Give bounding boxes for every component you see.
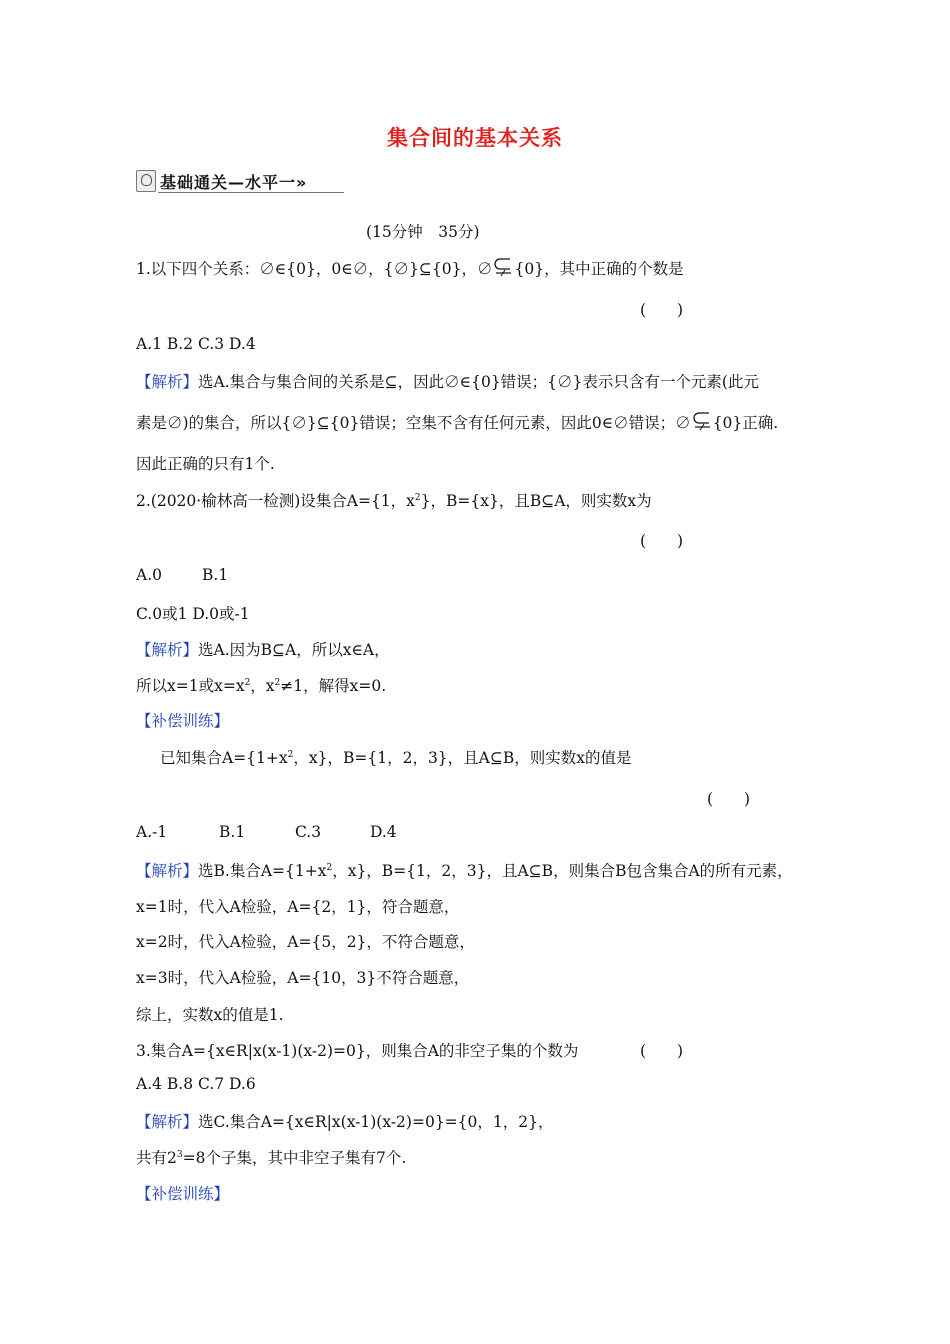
comp1-option-b: B.1 xyxy=(219,823,246,841)
comp1-answer-blank: ( ) xyxy=(707,790,751,808)
comp1-stem xyxy=(160,746,631,768)
q2-option-a: A.0 xyxy=(136,566,162,584)
q3-answer-blank: ( ) xyxy=(640,1042,684,1060)
q1-answer-blank: ( ) xyxy=(640,301,684,319)
section-underline xyxy=(158,192,344,193)
section-heading: 基础通关—水平一» xyxy=(160,173,308,192)
comp1-analysis-line3: x=2时，代入A检验，A={5，2}，不符合题意， xyxy=(136,933,475,951)
compensation-training-tag: 【补偿训练】 xyxy=(136,1185,230,1203)
q2-analysis-part-a: 所以x=1或x=x xyxy=(136,677,245,695)
q2-analysis-line1 xyxy=(136,638,390,660)
subsetneq-symbol xyxy=(691,414,713,430)
lightbulb-icon xyxy=(136,170,156,192)
q1-analysis-line2 xyxy=(136,411,778,433)
superscript: 2 xyxy=(414,492,421,503)
superscript: 2 xyxy=(274,677,281,688)
q3-analysis-line2 xyxy=(136,1146,406,1168)
analysis-tag: 【解析】 xyxy=(136,641,199,659)
comp1-analysis-line5: 综上，实数x的值是1. xyxy=(136,1006,284,1024)
superscript: 2 xyxy=(326,862,333,873)
superscript: 3 xyxy=(176,1149,183,1160)
section-banner xyxy=(136,168,346,194)
q2-analysis-line2 xyxy=(136,674,386,696)
analysis-tag: 【解析】 xyxy=(136,1113,199,1131)
q3-analysis-line1 xyxy=(136,1110,553,1132)
q2-option-b: B.1 xyxy=(202,566,229,584)
comp1-option-d: D.4 xyxy=(370,823,397,841)
comp1-option-a: A.-1 xyxy=(136,823,168,841)
q3-stem: 3.集合A={x∈R|x(x-1)(x-2)=0}，则集合A的非空子集的个数为 xyxy=(136,1042,579,1060)
comp1-analysis-line2: x=1时，代入A检验，A={2，1}，符合题意， xyxy=(136,898,460,916)
q1-analysis-line1 xyxy=(136,370,759,392)
q2-options-cd: C.0或1 D.0或-1 xyxy=(136,605,250,623)
q2-answer-blank: ( ) xyxy=(640,532,684,550)
q2-stem xyxy=(136,489,652,511)
comp1-analysis-line4: x=3时，代入A检验，A={10，3}不符合题意， xyxy=(136,969,470,987)
q2-stem-part-b: }，B={x}，且B⊆A，则实数x为 xyxy=(420,492,652,510)
analysis-tag: 【解析】 xyxy=(136,862,199,880)
q1-stem-part-b: {0}，其中正确的个数是 xyxy=(514,260,684,278)
q3-analysis-part-a: 共有2 xyxy=(136,1149,177,1167)
q3-options: A.4 B.8 C.7 D.6 xyxy=(136,1075,256,1093)
comp1-stem-part-a: 已知集合A={1+x xyxy=(160,749,288,767)
comp1-analysis-part-b: ，x}，B={1，2，3}，且A⊆B，则集合B包含集合A的所有元素， xyxy=(332,862,793,880)
q3-analysis-text: 选C.集合A={x∈R|x(x-1)(x-2)=0}={0，1，2}， xyxy=(198,1113,554,1131)
analysis-tag: 【解析】 xyxy=(136,373,199,391)
comp1-analysis-part-a: 选B.集合A={1+x xyxy=(198,862,327,880)
comp1-stem-part-b: ，x}，B={1，2，3}，且A⊆B，则实数x的值是 xyxy=(293,749,632,767)
comp1-analysis-line1 xyxy=(136,859,793,881)
superscript: 2 xyxy=(287,749,294,760)
q1-options: A.1 B.2 C.3 D.4 xyxy=(136,335,256,353)
q1-analysis-line3: 因此正确的只有1个. xyxy=(136,455,275,473)
q1-analysis-part-b: {0}正确. xyxy=(712,414,779,432)
page-title: 集合间的基本关系 xyxy=(387,125,563,150)
subsetneq-symbol xyxy=(492,260,514,276)
compensation-training-tag: 【补偿训练】 xyxy=(136,712,230,730)
q2-stem-part-a: 2.(2020·榆林高一检测)设集合A={1，x xyxy=(136,492,415,510)
q1-stem-part-a: 1.以下四个关系：∅∈{0}，0∈∅，{∅}⊆{0}，∅ xyxy=(136,260,493,278)
q1-stem xyxy=(136,257,684,279)
comp1-option-c: C.3 xyxy=(295,823,322,841)
q2-analysis-text: 选A.因为B⊆A，所以x∈A， xyxy=(198,641,390,659)
q2-analysis-part-b: ，x xyxy=(250,677,275,695)
superscript: 2 xyxy=(244,677,251,688)
time-limit: (15分钟 35分) xyxy=(366,223,480,241)
q1-analysis-part-a: 素是∅)的集合，所以{∅}⊆{0}错误；空集不含有任何元素，因此0∈∅错误；∅ xyxy=(136,414,691,432)
q1-analysis-text: 选A.集合与集合间的关系是⊆，因此∅∈{0}错误；{∅}表示只含有一个元素(此元 xyxy=(198,373,759,391)
q2-analysis-part-c: ≠1，解得x=0. xyxy=(280,677,387,695)
q3-analysis-part-b: =8个子集，其中非空子集有7个. xyxy=(182,1149,407,1167)
